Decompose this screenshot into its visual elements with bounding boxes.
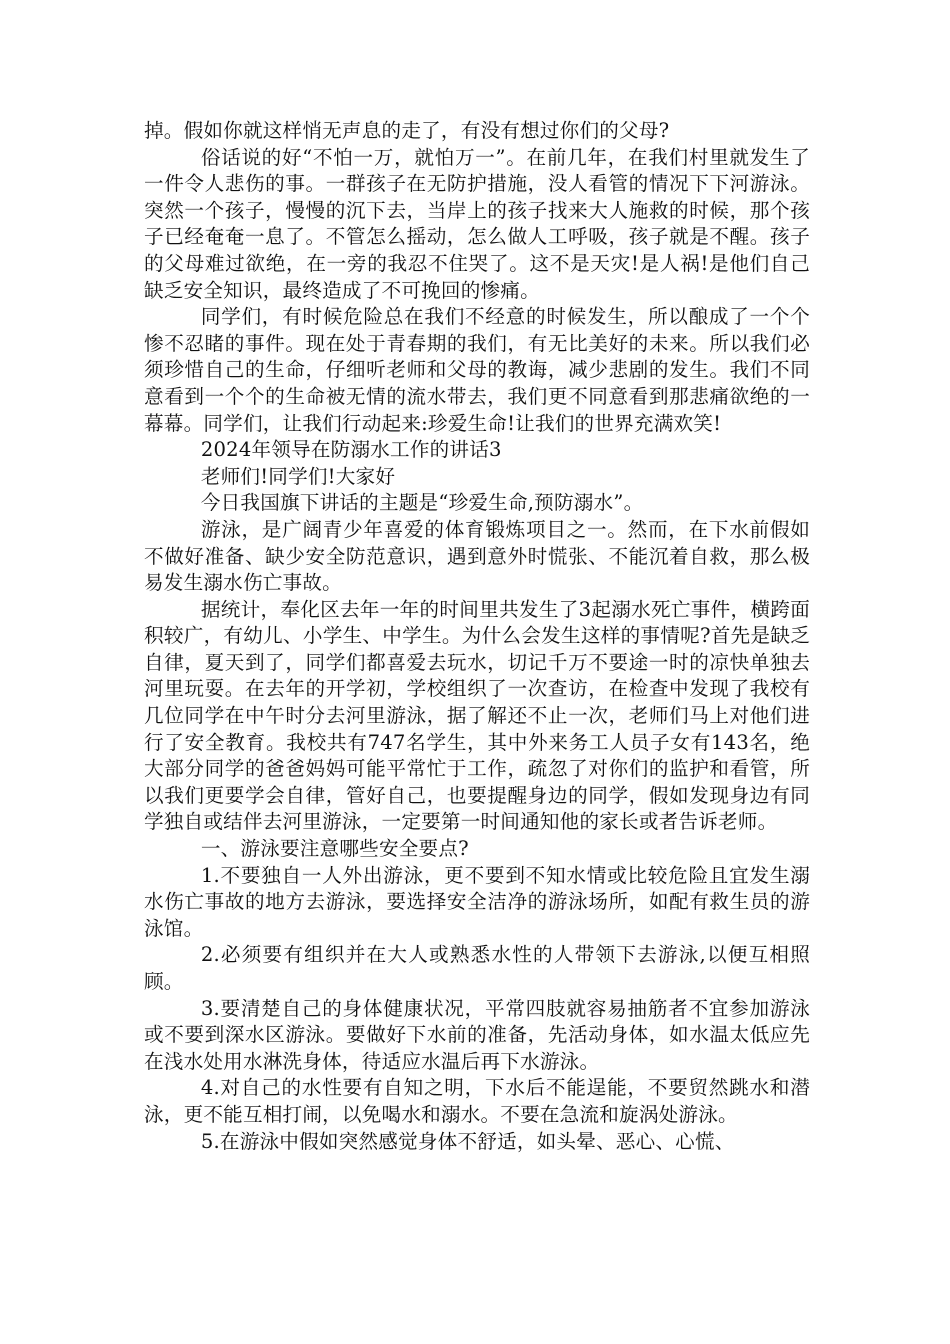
list-item-5: 5.在游泳中假如突然感觉身体不舒适，如头晕、恶心、心慌、 — [200, 1129, 735, 1153]
paragraph-continuation: 掉。假如你就这样悄无声息的走了，有没有想过你们的父母? — [144, 119, 670, 142]
list-item-3: 3.要清楚自己的身体健康状况，平常四肢就容易抽筋者不宜参加游泳或不要到深水区游泳。要做好下水前的准备，先活动身体，如水温太低应先在浅水处用水淋洗身体，待适应水温后再下水游泳。 — [144, 996, 810, 1073]
section-heading-safety: 一、游泳要注意哪些安全要点? — [200, 837, 469, 861]
speech-greeting: 老师们!同学们!大家好 — [200, 464, 396, 488]
paragraph-statistics: 据统计，奉化区去年一年的时间里共发生了3起溺水死亡事件，横跨面积较广，有幼儿、小学生、中学生。为什么会发生这样的事情呢?首先是缺乏自律，夏天到了，同学们都喜爱去玩水，切记千万不要途一时的凉快单独去河里玩耍。在去年的开学初，学校组织了一次查访，在检查中发现了我校有几位同学在中午时分去河里游泳，据了解还不止一次，老师们马上对他们进行了安全教育。我校共有747名学生，其中外来务工人员子女有143名，绝大部分同学的爸爸妈妈可能平常忙于工作，疏忽了对你们的监护和看管，所以我们更要学会自律，管好自己，也要提醒身边的同学，假如发现身边有同学独自或结伴去河里游泳，一定要第一时间通知他的家长或者告诉老师。 — [144, 597, 810, 834]
list-item-1: 1.不要独自一人外出游泳，更不要到不知水情或比较危险且宜发生溺水伤亡事故的地方去游泳，要选择安全洁净的游泳场所，如配有救生员的游泳馆。 — [144, 863, 810, 940]
speech-title: 2024年领导在防溺水工作的讲话3 — [200, 438, 502, 462]
list-item-2: 2.必须要有组织并在大人或熟悉水性的人带领下去游泳,以便互相照顾。 — [144, 943, 810, 993]
list-item-4: 4.对自己的水性要有自知之明，下水后不能逞能，不要贸然跳水和潜泳，更不能互相打闹，以免喝水和溺水。不要在急流和旋涡处游泳。 — [144, 1076, 810, 1126]
paragraph-swimming-intro: 游泳，是广阔青少年喜爱的体育锻炼项目之一。然而，在下水前假如不做好准备、缺少安全防范意识，遇到意外时慌张、不能沉着自救，那么极易发生溺水伤亡事故。 — [144, 517, 810, 595]
document-body — [144, 118, 810, 1155]
speech-theme: 今日我国旗下讲话的主题是“珍爱生命,预防溺水”。 — [200, 491, 644, 515]
paragraph-classmates-appeal: 同学们，有时候危险总在我们不经意的时候发生，所以酿成了一个个惨不忍睹的事件。现在处于青春期的我们，有无比美好的未来。所以我们必须珍惜自己的生命，仔细听老师和父母的教诲，减少悲剧的发生。我们不同意看到一个个的生命被无情的流水带去，我们更不同意看到那悲痛欲绝的一幕幕。同学们，让我们行动起来:珍爱生命!让我们的世界充满欢笑! — [144, 305, 810, 435]
paragraph-village-story: 俗话说的好“不怕一万，就怕万一”。在前几年，在我们村里就发生了一件令人悲伤的事。一群孩子在无防护措施，没人看管的情况下下河游泳。突然一个孩子，慢慢的沉下去，当岸上的孩子找来大人施救的时候，那个孩子已经奄奄一息了。不管怎么摇动，怎么做人工呼吸，孩子就是不醒。孩子的父母难过欲绝，在一旁的我忍不住哭了。这不是天灾!是人祸!是他们自己缺乏安全知识，最终造成了不可挽回的惨痛。 — [144, 145, 810, 302]
